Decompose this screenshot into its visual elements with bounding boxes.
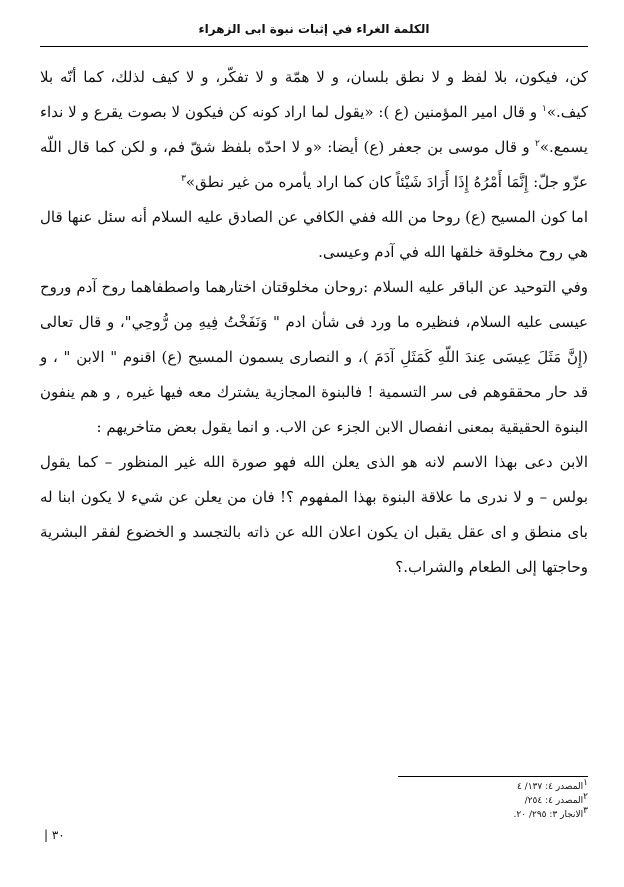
footnote-rule — [398, 776, 588, 777]
footnote-number: ١ — [583, 778, 588, 788]
footnote-number: ٣ — [583, 806, 588, 816]
footnote-text: الانجار ٣: ٢٩٥/ ٢٠. — [513, 810, 584, 820]
footnotes — [380, 780, 588, 822]
footnote-ref-1: ١ — [542, 104, 547, 114]
footnote-ref-2: ٢ — [534, 139, 540, 149]
paragraph-1-part-3: و قال موسى بن جعفر (ع) أيضا: «و لا احدّه بلفظ شقّ فم، و لكن كما قال اللّه عزّو جلّ: إِنَّمَا أَمْرُهُ إِذَا أَرَادَ شَيْئاً كان كما اراد يأمره من غير نطق» — [40, 138, 588, 191]
paragraph-1 — [40, 60, 588, 200]
footnote-ref-3: ٣ — [181, 174, 186, 184]
page-number: ٣٠ | — [44, 828, 65, 842]
paragraph-3: وفي التوحيد عن الباقر عليه السلام :روحان مخلوقتان اختارهما واصطفاهما روح آدم وروح عيسى عليه السلام، فنظيره ما ورد فى شأن ادم " وَنَفَخْتُ فِيهِ مِن رُّوحِي"، و قال تعالى (إِنَّ مَثَلَ عِيسَى عِندَ اللّهِ كَمَثَلِ آدَمَ )، و النصارى يسمون المسيح (ع) اقنوم " الابن " ، و قد حار محققوهم فى سر التسمية ! فالبنوة المجازية يشترك معه فيها غيره , و هم ينفون البنوة الحقيقية بمعنى انفصال الابن الجزء عن الاب. و انما يقول بعض متاخريهم : — [40, 278, 588, 436]
footnote-text: المصدر ٤: ١٣٧/ ٤ — [516, 782, 584, 792]
paragraph-4: الابن دعى بهذا الاسم لانه هو الذى يعلن الله فهو صورة الله غير المنظور – كما يقول بولس – و لا ندرى ما علاقة البنوة بهذا المفهوم ؟! فان من يعلن عن شيء لا يكون ابنا له باى منطق و اى عقل يقبل ان يكون اعلان الله عن ذاته بالتجسد و الخضوع لفقر البشرية وحاجتها إلى الطعام والشراب.؟ — [40, 453, 588, 576]
footnote-number: ٢ — [583, 792, 588, 802]
footnote-1 — [380, 780, 588, 794]
footnote-text: المصدر ٤: ٢٥٤/ — [524, 796, 584, 806]
paragraph-1-part-2: و قال امير المؤمنين (ع ): «يقول لما اراد كونه كن فيكون لا بصوت يقرع و لا نداء يسمع.» — [40, 103, 588, 156]
paragraph-2: اما كون المسيح (ع) روحا من الله ففي الكافي عن الصادق عليه السلام أنه سئل عنها قال هي روح مخلوقة خلقها الله في آدم وعيسى. — [40, 208, 588, 261]
body-text — [40, 60, 588, 585]
footnote-3 — [380, 808, 588, 822]
header-rule — [40, 46, 588, 47]
running-head: الكلمة الغراء في إثبات نبوة ابى الزهراء — [198, 22, 430, 36]
paragraph-1-part-1: كن، فيكون، بلا لفظ و لا نطق بلسان، و لا همّة و لا تفكّر، و لا كيف لذلك، كما أنّه بلا كيف.» — [40, 68, 588, 121]
footnote-2 — [380, 794, 588, 808]
